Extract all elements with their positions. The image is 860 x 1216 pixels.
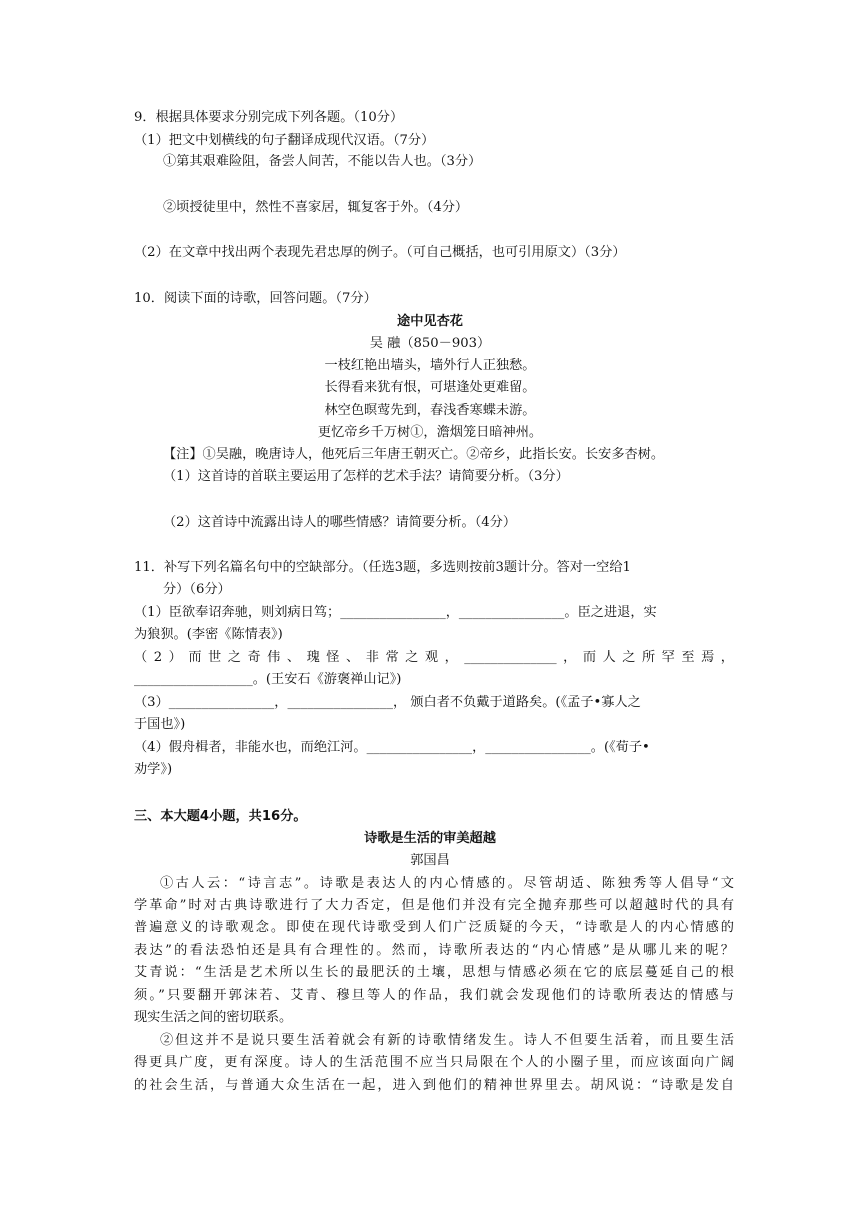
poem-title: 途中见杏花 (397, 314, 463, 329)
para1-line7: 现实生活之间的密切联系。 (134, 1010, 293, 1025)
q11-item1-line2: 为狼狈。(李密《陈情表》) (134, 627, 283, 642)
poem-line-4: 更忆帝乡千万树①，澹烟笼日暗神州。 (317, 425, 543, 440)
poem-line-2: 长得看来犹有恨，可堪逢处更难留。 (324, 380, 536, 395)
q11-item1-line1: （1）臣欲奉诏奔驰，则刘病日笃；________________，________________。臣之进退，实 (134, 605, 657, 620)
para1-line6: 须。”只要翻开郭沫若、艾青、穆旦等人的作品，我们就会发现他们的诗歌所表达的情感与 (134, 988, 734, 1003)
para1-line5: 艾青说：“生活是艺术所以生长的最肥沃的土壤，思想与情感必须在它的底层蔓延自己的根 (134, 965, 734, 980)
poem-author: 吴 融（850－903） (369, 336, 491, 351)
poem-line-3: 林空色暝莺先到，春浅香寒蝶未游。 (324, 403, 536, 418)
para1-line2: 学革命”时对古典诗歌进行了大力否定，但是他们并没有完全抛弃那些可以超越时代的具有 (134, 898, 734, 913)
para2-line1: ②但这并不是说只要生活着就会有新的诗歌情绪发生。诗人不但要生活着，而且要生活 (160, 1033, 734, 1048)
article-author: 郭国昌 (410, 853, 450, 868)
q9-title: 9．根据具体要求分别完成下列各题。（10分） (134, 110, 404, 125)
para2-line2: 得更具广度，更有深度。诗人的生活范围不应当只局限在个人的小圈子里，而应该面向广阔 (134, 1055, 734, 1070)
q9-part1-b: ②顷授徒里中，然性不喜家居，辄复客于外。（4分） (163, 200, 469, 215)
q9-part1: （1）把文中划横线的句子翻译成现代汉语。（7分） (134, 133, 435, 148)
para1-line1: ①古人云：“诗言志”。诗歌是表达人的内心情感的。尽管胡适、陈独秀等人倡导“文 (160, 876, 734, 891)
section3-header: 三、本大题4小题，共16分。 (134, 809, 307, 824)
q10-sub1: （1）这首诗的首联主要运用了怎样的艺术手法？请简要分析。（3分） (163, 469, 569, 484)
q10-sub2: （2）这首诗中流露出诗人的哪些情感？请简要分析。（4分） (163, 515, 517, 530)
q10-title: 10．阅读下面的诗歌，回答问题。（7分） (134, 291, 377, 306)
q11-item4-line1: （4）假舟楫者，非能水也，而绝江河。________________，________________。(《荀子• (134, 740, 650, 755)
q11-title-line1: 11．补写下列名篇名句中的空缺部分。（任选3题，多选则按前3题计分。答对一空给1 (134, 560, 631, 575)
q11-item2-line1: （2）而世之奇伟、瑰怪、非常之观，______________，而人之所罕至焉， (134, 650, 734, 665)
q9-part1-a: ①第其艰难险阻，备尝人间苦，不能以告人也。（3分） (163, 154, 482, 169)
para2-line3: 的社会生活，与普通大众生活在一起，进入到他们的精神世界里去。胡风说：“诗歌是发自 (134, 1078, 734, 1093)
q11-item2-line2: __________________。(王安石《游褒禅山记》) (134, 672, 402, 687)
q11-item4-line2: 劝学》) (134, 762, 173, 777)
article-title: 诗歌是生活的审美超越 (364, 831, 496, 846)
para1-line4: 表达”的看法恐怕还是具有合理性的。然而，诗歌所表达的“内心情感”是从哪儿来的呢？ (134, 943, 734, 958)
para1-line3: 普遍意义的诗歌观念。即使在现代诗歌受到人们广泛质疑的今天，“诗歌是人的内心情感的 (134, 920, 734, 935)
poem-note: 【注】①吴融，晚唐诗人，他死后三年唐王朝灭亡。②帝乡，此指长安。长安多杏树。 (163, 447, 665, 462)
q9-part2: （2）在文章中找出两个表现先君忠厚的例子。（可自己概括，也可引用原文）（3分） (134, 245, 626, 260)
q11-item3-line2: 于国也》) (134, 717, 186, 732)
q11-title-line2: 分）（6分） (163, 582, 231, 597)
q11-item3-line1: （3）________________，________________， 颁白者不负戴于道路矣。(《孟子•寡人之 (134, 695, 641, 710)
poem-line-1: 一枝红艳出墙头，墙外行人正独愁。 (324, 358, 536, 373)
